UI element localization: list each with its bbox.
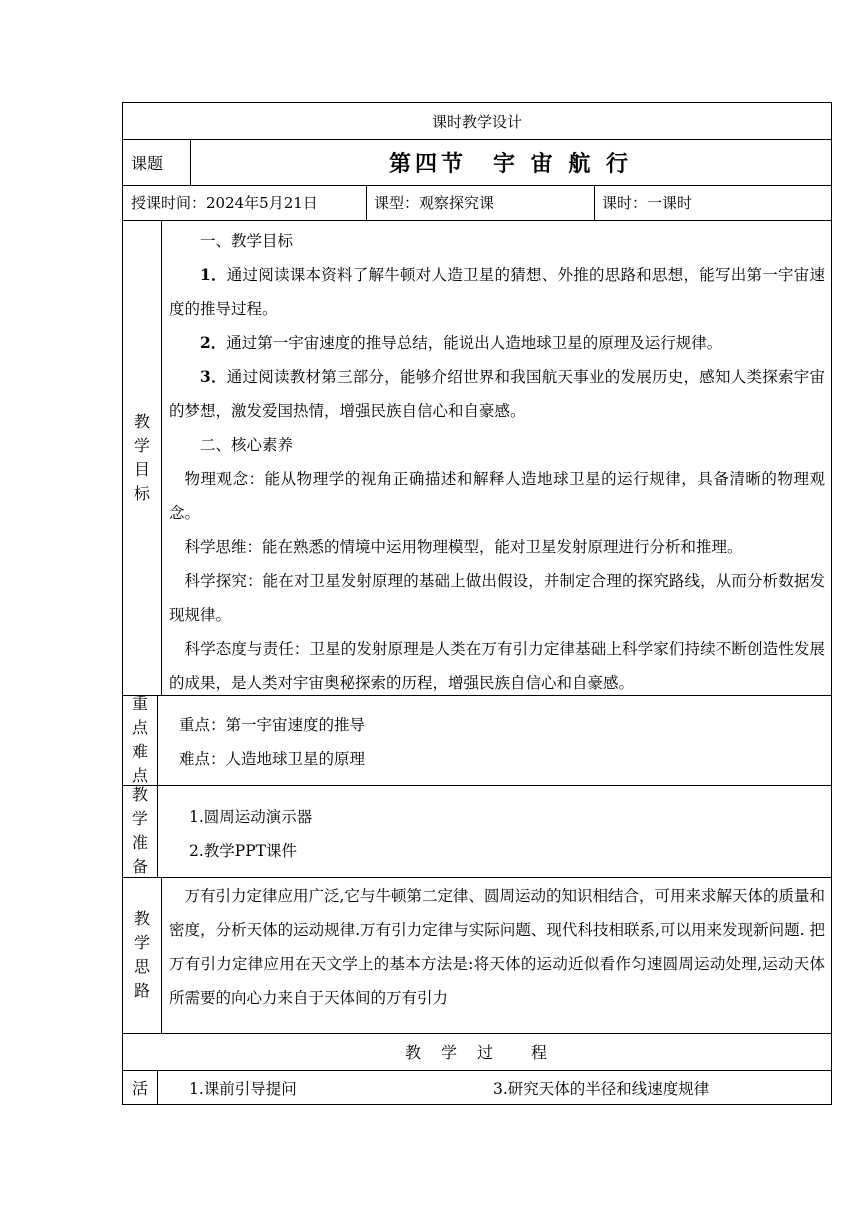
keypoints-side-label [122, 695, 158, 786]
objective-item [169, 360, 825, 428]
side-char: 学 [133, 933, 150, 952]
preparation-content [157, 785, 832, 878]
side-char: 学 [133, 435, 150, 455]
approach-side-label [122, 877, 162, 1034]
side-char: 准 [131, 833, 148, 852]
side-char: 点 [131, 718, 148, 737]
approach-text: 万有引力定律应用广泛,它与牛顿第二定律、圆周运动的知识相结合，可用来求解天体的质量和密度，分析天体的运动规律.万有引力定律与实际问题、现代科技相联系,可以用来发现新问题. 把万有引力定律应用在天文学上的基本方法是:将天体的运动近似看作匀速圆周运动处理,运动天体所需要的向心力来自于天体间的万有引力 [169, 887, 825, 1007]
literacy-item: 科学思维：能在熟悉的情境中运用物理模型，能对卫星发射原理进行分析和推理。 [184, 538, 743, 556]
side-char: 教 [133, 909, 150, 928]
objective-num: 3． [200, 367, 227, 386]
objective-item [169, 326, 825, 360]
side-char: 路 [133, 981, 150, 1000]
preparation-item: 1.圆周运动演示器 [189, 808, 313, 826]
objective-text: 通过第一宇宙速度的推导总结，能说出人造地球卫星的原理及运行规律。 [226, 334, 723, 352]
activity-item: 1.课前引导提问 [189, 1080, 297, 1098]
objectives-content [161, 220, 832, 696]
side-char: 教 [131, 785, 148, 804]
side-char: 难 [131, 742, 148, 761]
objectives-heading: 一、教学目标 [200, 232, 294, 250]
side-char: 目 [133, 459, 150, 479]
lesson-title: 第四节 宇 宙 航 行 [190, 139, 832, 186]
side-char: 备 [131, 857, 148, 876]
keypoints-content [157, 695, 832, 786]
lesson-hours: 课时：一课时 [594, 185, 832, 221]
topic-label: 课题 [122, 139, 191, 186]
difficult-point: 难点：人造地球卫星的原理 [179, 750, 366, 768]
side-char: 思 [133, 957, 150, 976]
literacy-item: 科学探究：能在对卫星发射原理的基础上做出假设，并制定合理的探究路线，从而分析数据发现规律。 [169, 572, 825, 624]
side-char: 点 [131, 766, 148, 785]
approach-content [161, 877, 832, 1034]
lesson-type: 课型：观察探究课 [366, 185, 595, 221]
activity-side-label: 活 [122, 1070, 158, 1105]
objective-item [169, 258, 825, 326]
activity-content [157, 1070, 832, 1105]
side-char: 重 [131, 694, 148, 713]
side-char: 学 [131, 809, 148, 828]
objectives-side-label [122, 220, 162, 696]
side-char: 教 [133, 411, 150, 431]
objective-text: 通过阅读教材第三部分，能够介绍世界和我国航天事业的发展历史，感知人类探索宇宙的梦想，激发爱国热情，增强民族自信心和自豪感。 [169, 368, 825, 420]
lesson-time: 授课时间：2024年5月21日 [122, 185, 367, 221]
objective-num: 2． [200, 333, 227, 352]
literacy-heading: 二、核心素养 [200, 436, 294, 454]
table-header-title: 课时教学设计 [122, 102, 832, 140]
preparation-item: 2.教学PPT课件 [189, 842, 297, 860]
process-title: 教 学 过 程 [122, 1033, 832, 1071]
objective-text: 通过阅读课本资料了解牛顿对人造卫星的猜想、外推的思路和思想，能写出第一宇宙速度的推导过程。 [169, 266, 825, 318]
activity-item: 3.研究天体的半径和线速度规律 [493, 1080, 710, 1098]
literacy-item: 科学态度与责任：卫星的发射原理是人类在万有引力定律基础上科学家们持续不断创造性发展的成果，是人类对宇宙奥秘探索的历程，增强民族自信心和自豪感。 [169, 640, 825, 692]
preparation-side-label [122, 785, 158, 878]
key-point: 重点：第一宇宙速度的推导 [179, 716, 366, 734]
literacy-item: 物理观念：能从物理学的视角正确描述和解释人造地球卫星的运行规律，具备清晰的物理观念。 [169, 470, 825, 522]
side-char: 标 [133, 483, 150, 503]
objective-num: 1． [200, 265, 227, 284]
